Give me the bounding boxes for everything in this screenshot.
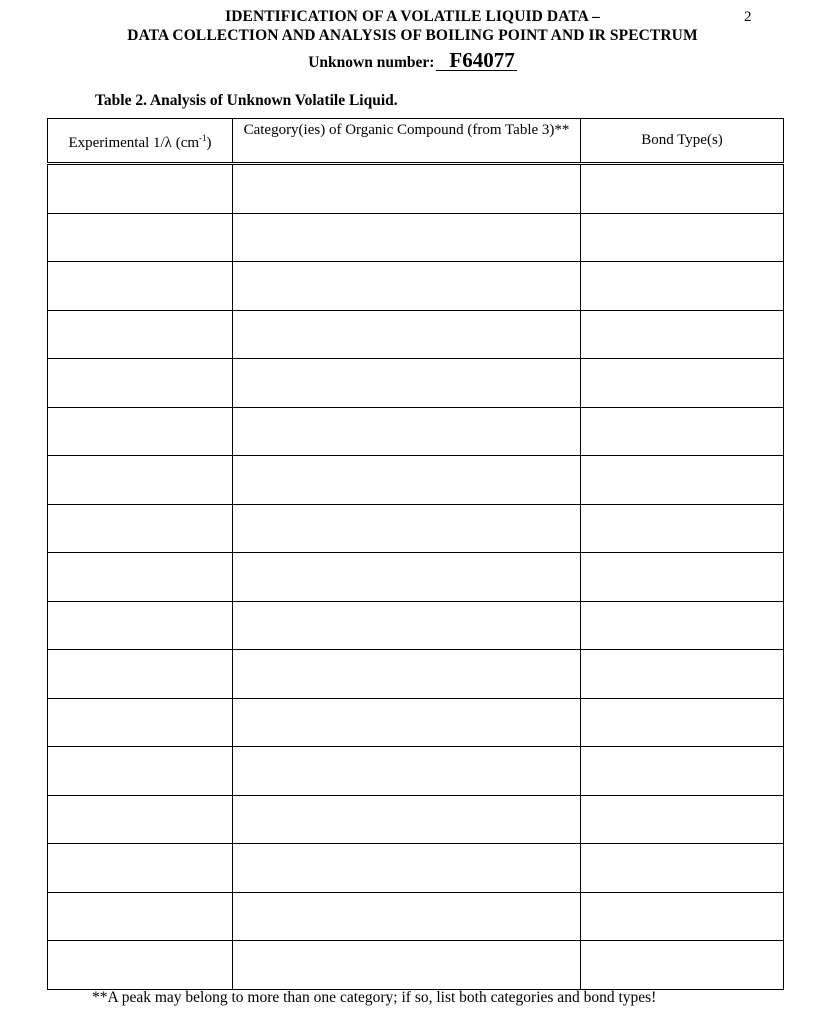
wavenumber-cell[interactable] xyxy=(48,795,233,844)
table-row xyxy=(48,795,784,844)
column-header-category: Category(ies) of Organic Compound (from Table 3)** xyxy=(233,119,581,164)
unknown-number-line xyxy=(0,50,825,74)
category-cell[interactable] xyxy=(233,213,581,262)
table-row xyxy=(48,407,784,456)
category-cell[interactable] xyxy=(233,698,581,747)
table-row xyxy=(48,213,784,262)
document-title-line-2: DATA COLLECTION AND ANALYSIS OF BOILING POINT AND IR SPECTRUM xyxy=(127,27,698,44)
table-header-row xyxy=(48,119,784,164)
category-cell[interactable] xyxy=(233,795,581,844)
category-cell[interactable] xyxy=(233,407,581,456)
bond-type-cell[interactable] xyxy=(581,407,784,456)
bond-type-cell[interactable] xyxy=(581,650,784,699)
wavenumber-cell[interactable] xyxy=(48,456,233,505)
table-row xyxy=(48,553,784,602)
category-cell[interactable] xyxy=(233,747,581,796)
wavenumber-cell[interactable] xyxy=(48,698,233,747)
wavenumber-cell[interactable] xyxy=(48,941,233,990)
wavenumber-cell[interactable] xyxy=(48,310,233,359)
category-cell[interactable] xyxy=(233,164,581,214)
column-header-wavenumber: Experimental 1/λ $(cm^{-1})$ xyxy=(48,119,233,164)
category-cell[interactable] xyxy=(233,601,581,650)
wavenumber-cell[interactable] xyxy=(48,359,233,408)
table-row xyxy=(48,941,784,990)
bond-type-cell[interactable] xyxy=(581,310,784,359)
wavenumber-cell[interactable] xyxy=(48,262,233,311)
table-row xyxy=(48,747,784,796)
category-cell[interactable] xyxy=(233,262,581,311)
bond-type-cell[interactable] xyxy=(581,262,784,311)
wavenumber-cell[interactable] xyxy=(48,407,233,456)
table-row xyxy=(48,359,784,408)
wavenumber-cell[interactable] xyxy=(48,553,233,602)
analysis-table xyxy=(47,118,784,990)
table-row xyxy=(48,262,784,311)
category-cell[interactable] xyxy=(233,359,581,408)
category-cell[interactable] xyxy=(233,650,581,699)
wavenumber-cell[interactable] xyxy=(48,892,233,941)
bond-type-cell[interactable] xyxy=(581,164,784,214)
page-number: 2 xyxy=(744,9,752,25)
unknown-number-label: Unknown number: xyxy=(308,54,435,71)
wavenumber-cell[interactable] xyxy=(48,213,233,262)
bond-type-cell[interactable] xyxy=(581,795,784,844)
bond-type-cell[interactable] xyxy=(581,892,784,941)
table-row xyxy=(48,504,784,553)
category-cell[interactable] xyxy=(233,310,581,359)
unknown-number-value: F64077 xyxy=(436,50,516,71)
table-row xyxy=(48,698,784,747)
footnote: **A peak may belong to more than one category; if so, list both categories and bond types! xyxy=(92,989,657,1006)
wavenumber-cell[interactable] xyxy=(48,164,233,214)
table-row xyxy=(48,650,784,699)
bond-type-cell[interactable] xyxy=(581,844,784,893)
wavenumber-cell[interactable] xyxy=(48,601,233,650)
wavenumber-cell[interactable] xyxy=(48,504,233,553)
bond-type-cell[interactable] xyxy=(581,601,784,650)
category-cell[interactable] xyxy=(233,504,581,553)
bond-type-cell[interactable] xyxy=(581,698,784,747)
table-row xyxy=(48,601,784,650)
bond-type-cell[interactable] xyxy=(581,456,784,505)
table-row xyxy=(48,844,784,893)
table-row xyxy=(48,310,784,359)
category-cell[interactable] xyxy=(233,553,581,602)
table-row xyxy=(48,892,784,941)
document-title-line-1: IDENTIFICATION OF A VOLATILE LIQUID DATA – xyxy=(225,8,600,25)
wavenumber-cell[interactable] xyxy=(48,650,233,699)
category-cell[interactable] xyxy=(233,892,581,941)
category-cell[interactable] xyxy=(233,941,581,990)
bond-type-cell[interactable] xyxy=(581,359,784,408)
table-body xyxy=(48,164,784,990)
column-header-bond-type: Bond Type(s) xyxy=(581,119,784,164)
category-cell[interactable] xyxy=(233,456,581,505)
wavenumber-cell[interactable] xyxy=(48,844,233,893)
category-cell[interactable] xyxy=(233,844,581,893)
table-row xyxy=(48,456,784,505)
bond-type-cell[interactable] xyxy=(581,553,784,602)
wavenumber-cell[interactable] xyxy=(48,747,233,796)
table-row xyxy=(48,164,784,214)
bond-type-cell[interactable] xyxy=(581,941,784,990)
bond-type-cell[interactable] xyxy=(581,504,784,553)
bond-type-cell[interactable] xyxy=(581,747,784,796)
table-caption: Table 2. Analysis of Unknown Volatile Liquid. xyxy=(95,92,398,109)
bond-type-cell[interactable] xyxy=(581,213,784,262)
